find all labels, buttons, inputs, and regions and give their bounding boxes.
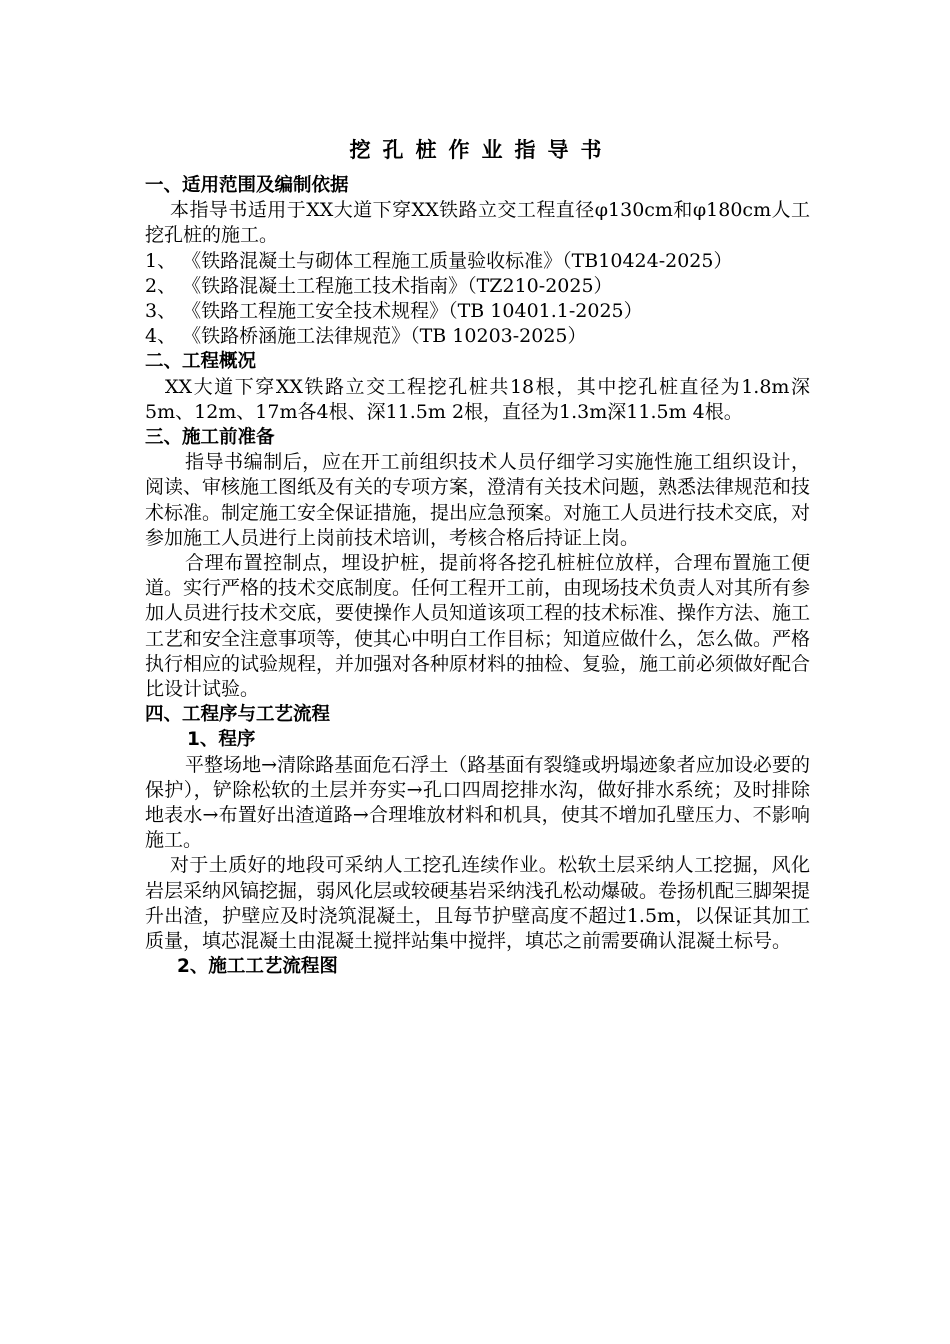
preparation-paragraph-1: 指导书编制后，应在开工前组织技术人员仔细学习实施性施工组织设计，阅读、审核施工图纸及有关的专项方案，澄清有关技术问题，熟悉法律规范和技术标准。制定施工安全保证措施，提出应急预案。对施工人员进行技术交底，对参加施工人员进行上岗前技术培训，考核合格后持证上岗。 bbox=[145, 451, 811, 549]
overview-paragraph: XX大道下穿XX铁路立交工程挖孔桩共18根，其中挖孔桩直径为1.8m深5m、12m、17m各4根、深11.5m 2根，直径为1.3m深11.5m 4根。 bbox=[145, 375, 810, 423]
section-heading-preparation: 三、施工前准备 bbox=[145, 427, 275, 449]
subheading-flowchart: 2、施工工艺流程图 bbox=[177, 956, 338, 978]
procedure-paragraph: 平整场地→清除路基面危石浮土（路基面有裂缝或坍塌迹象者应加设必要的保护），铲除松软的土层并夯实→孔口四周挖排水沟，做好排水系统；及时排除地表水→布置好出渣道路→合理堆放材料和机具，使其不增加孔壁压力、不影响施工。 bbox=[145, 753, 810, 852]
document-body bbox=[145, 133, 810, 980]
reference-item-4: 4、 《铁路桥涵施工法律规范》（TB 10203-2025） bbox=[145, 325, 587, 348]
excavation-paragraph: 对于土质好的地段可采纳人工挖孔连续作业。松软土层采纳人工挖掘，风化岩层采纳风镐挖掘，弱风化层或较硬基岩采纳浅孔松动爆破。卷扬机配三脚架提升出渣，护壁应及时浇筑混凝土，且每节护壁高度不超过1.5m，以保证其加工质量，填芯混凝土由混凝土搅拌站集中搅拌，填芯之前需要确认混凝土标号。 bbox=[145, 854, 811, 953]
reference-item-3: 3、 《铁路工程施工安全技术规程》（TB 10401.1-2025） bbox=[145, 300, 643, 323]
reference-item-1: 1、 《铁路混凝土与砌体工程施工质量验收标准》（TB10424-2025） bbox=[145, 249, 733, 272]
section-heading-process: 四、工程序与工艺流程 bbox=[145, 704, 331, 726]
reference-item-2: 2、 《铁路混凝土工程施工技术指南》（TZ210-2025） bbox=[145, 274, 613, 297]
preparation-paragraph-2: 合理布置控制点，埋设护桩，提前将各挖孔桩桩位放样，合理布置施工便道。实行严格的技术交底制度。任何工程开工前，由现场技术负责人对其所有参加人员进行技术交底，要使操作人员知道该项工程的技术标准、操作方法、施工工艺和安全注意事项等，使其心中明白工作目标；知道应做什么，怎么做。严格执行相应的试验规程，并加强对各种原材料的抽检、复验，施工前必须做好配合比设计试验。 bbox=[145, 552, 811, 701]
subheading-procedure: 1、程序 bbox=[187, 729, 256, 751]
document-title: 挖孔桩作业指导书 bbox=[349, 137, 614, 162]
section-heading-overview: 二、工程概况 bbox=[145, 351, 257, 373]
scope-paragraph: 本指导书适用于XX大道下穿XX铁路立交工程直径φ130cm和φ180cm人工挖孔桩的施工。 bbox=[145, 199, 810, 247]
section-heading-scope: 一、适用范围及编制依据 bbox=[145, 175, 349, 196]
